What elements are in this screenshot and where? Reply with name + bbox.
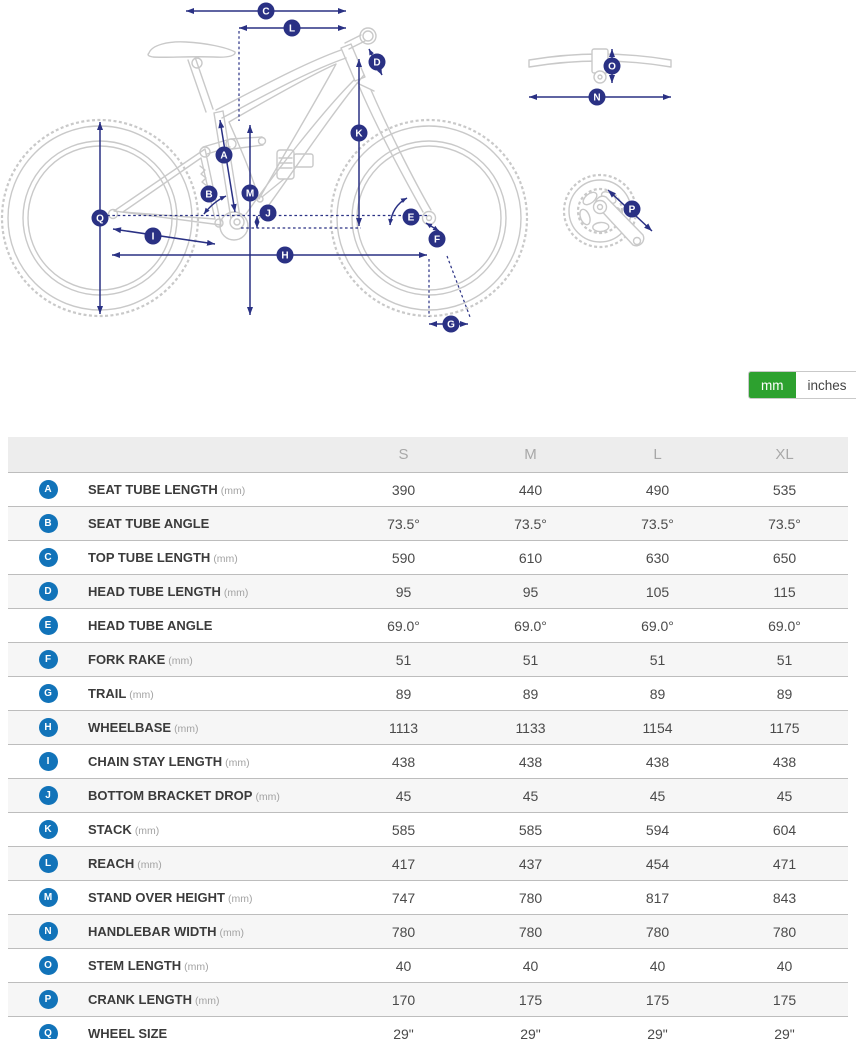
row-letter-badge: B bbox=[39, 514, 58, 533]
value-s: 45 bbox=[395, 787, 412, 804]
units-inches-button[interactable]: inches bbox=[796, 372, 856, 398]
marker-m bbox=[242, 185, 259, 202]
value-l: 69.0° bbox=[641, 617, 674, 634]
svg-text:I: I bbox=[151, 231, 155, 243]
value-m: 438 bbox=[518, 753, 543, 770]
value-m: 29" bbox=[520, 1025, 541, 1039]
svg-text:K: K bbox=[355, 128, 363, 140]
value-xl: 1175 bbox=[769, 719, 800, 736]
row-label: HEAD TUBE ANGLE bbox=[88, 617, 213, 633]
value-s: 29" bbox=[393, 1025, 414, 1039]
row-unit: (mm) bbox=[228, 892, 253, 905]
value-m: 585 bbox=[518, 821, 543, 838]
value-xl: 45 bbox=[776, 787, 793, 804]
marker-h bbox=[277, 247, 294, 264]
row-label: STEM LENGTH bbox=[88, 957, 182, 973]
value-l: 45 bbox=[649, 787, 666, 804]
value-l: 175 bbox=[645, 991, 670, 1008]
marker-l bbox=[284, 20, 301, 37]
row-label: TOP TUBE LENGTH bbox=[88, 549, 211, 565]
value-s: 747 bbox=[391, 889, 416, 906]
value-xl: 40 bbox=[776, 957, 793, 974]
value-l: 594 bbox=[645, 821, 670, 838]
value-xl: 535 bbox=[772, 481, 797, 498]
value-xl: 73.5° bbox=[768, 515, 801, 532]
value-l: 1154 bbox=[642, 719, 673, 736]
row-unit: (mm) bbox=[134, 824, 160, 837]
row-label: CHAIN STAY LENGTH bbox=[88, 753, 223, 769]
table-row bbox=[8, 506, 848, 540]
value-l: 89 bbox=[649, 685, 666, 702]
table-row bbox=[8, 778, 848, 812]
table-row bbox=[8, 744, 848, 778]
row-unit: (mm) bbox=[184, 960, 209, 973]
row-label: FORK RAKE bbox=[88, 651, 166, 667]
value-m: 610 bbox=[518, 549, 543, 566]
row-unit: (mm) bbox=[223, 586, 249, 599]
table-row bbox=[8, 642, 848, 676]
value-l: 29" bbox=[647, 1025, 668, 1039]
row-label: HANDLEBAR WIDTH bbox=[88, 923, 217, 939]
row-letter-badge: K bbox=[39, 820, 58, 839]
value-m: 51 bbox=[522, 651, 539, 668]
row-letter-badge: D bbox=[39, 582, 58, 601]
table-row bbox=[8, 846, 848, 880]
row-unit: (mm) bbox=[220, 484, 246, 497]
marker-o bbox=[604, 58, 621, 75]
row-unit: (mm) bbox=[129, 688, 154, 701]
value-xl: 471 bbox=[772, 855, 797, 872]
row-unit: (mm) bbox=[255, 790, 280, 803]
row-label: STAND OVER HEIGHT bbox=[88, 889, 225, 905]
row-letter-badge: M bbox=[39, 888, 58, 907]
row-unit: (mm) bbox=[174, 722, 199, 735]
table-row bbox=[8, 540, 848, 574]
row-label: WHEELBASE bbox=[88, 719, 172, 735]
table-row bbox=[8, 880, 848, 914]
value-s: 590 bbox=[391, 549, 416, 566]
value-xl: 780 bbox=[772, 923, 797, 940]
value-s: 417 bbox=[391, 855, 416, 872]
row-unit: (mm) bbox=[137, 858, 162, 871]
value-l: 438 bbox=[645, 753, 670, 770]
marker-q bbox=[92, 210, 109, 227]
value-l: 40 bbox=[649, 957, 666, 974]
svg-text:F: F bbox=[433, 234, 441, 246]
row-letter-badge: J bbox=[39, 786, 58, 805]
row-letter-badge: A bbox=[39, 480, 58, 499]
table-row bbox=[8, 1016, 848, 1039]
table-body bbox=[8, 472, 848, 1039]
svg-text:J: J bbox=[265, 208, 271, 220]
row-label: BOTTOM BRACKET DROP bbox=[88, 787, 253, 803]
value-s: 40 bbox=[395, 957, 412, 974]
svg-text:C: C bbox=[262, 6, 270, 18]
row-label: REACH bbox=[88, 855, 135, 871]
geometry-diagram bbox=[0, 0, 856, 360]
svg-text:M: M bbox=[245, 188, 255, 200]
svg-text:P: P bbox=[628, 204, 636, 216]
row-label: HEAD TUBE LENGTH bbox=[88, 583, 221, 599]
marker-a bbox=[216, 147, 233, 164]
handlebar-drawing bbox=[529, 49, 671, 83]
row-letter-badge: N bbox=[39, 922, 58, 941]
marker-c bbox=[258, 3, 275, 20]
marker-j bbox=[260, 205, 277, 222]
value-s: 69.0° bbox=[387, 617, 420, 634]
row-label: STACK bbox=[88, 821, 132, 837]
value-m: 95 bbox=[522, 583, 539, 600]
row-unit: (mm) bbox=[213, 552, 238, 565]
units-mm-button[interactable]: mm bbox=[749, 372, 796, 398]
table-row bbox=[8, 710, 848, 744]
table-row bbox=[8, 812, 848, 846]
value-xl: 29" bbox=[774, 1025, 795, 1039]
svg-text:G: G bbox=[447, 319, 455, 331]
value-s: 73.5° bbox=[387, 515, 420, 532]
value-s: 438 bbox=[391, 753, 416, 770]
marker-d bbox=[369, 54, 386, 71]
value-m: 1133 bbox=[515, 719, 546, 736]
geometry-table bbox=[8, 437, 848, 1039]
dimension-arrows bbox=[100, 11, 671, 324]
column-header-m: M bbox=[524, 446, 537, 463]
svg-text:D: D bbox=[373, 57, 381, 69]
value-xl: 115 bbox=[773, 583, 796, 600]
value-xl: 51 bbox=[776, 651, 793, 668]
row-label: SEAT TUBE ANGLE bbox=[88, 515, 210, 531]
table-row bbox=[8, 914, 848, 948]
value-s: 89 bbox=[395, 685, 412, 702]
value-m: 89 bbox=[522, 685, 539, 702]
row-label: CRANK LENGTH bbox=[88, 991, 192, 1007]
units-toggle bbox=[748, 371, 856, 399]
column-header-l: L bbox=[653, 446, 662, 463]
marker-p bbox=[624, 201, 641, 218]
marker-n bbox=[589, 89, 606, 106]
marker-i bbox=[145, 228, 162, 245]
value-s: 51 bbox=[395, 651, 412, 668]
table-row bbox=[8, 676, 848, 710]
row-letter-badge: G bbox=[39, 684, 58, 703]
value-l: 490 bbox=[645, 481, 670, 498]
value-l: 105 bbox=[645, 583, 670, 600]
svg-text:O: O bbox=[608, 61, 616, 73]
value-m: 440 bbox=[518, 481, 543, 498]
row-letter-badge: P bbox=[39, 990, 58, 1009]
value-l: 630 bbox=[645, 549, 670, 566]
value-m: 780 bbox=[518, 889, 543, 906]
value-xl: 604 bbox=[772, 821, 797, 838]
value-m: 69.0° bbox=[514, 617, 547, 634]
value-xl: 69.0° bbox=[768, 617, 801, 634]
row-letter-badge: F bbox=[39, 650, 58, 669]
row-unit: (mm) bbox=[168, 654, 193, 667]
row-letter-badge: H bbox=[39, 718, 58, 737]
row-letter-badge: O bbox=[39, 956, 58, 975]
marker-e bbox=[403, 209, 420, 226]
value-s: 1113 bbox=[388, 719, 419, 736]
value-m: 73.5° bbox=[514, 515, 547, 532]
value-l: 817 bbox=[645, 889, 670, 906]
svg-text:E: E bbox=[407, 212, 415, 224]
value-s: 95 bbox=[395, 583, 412, 600]
row-letter-badge: L bbox=[39, 854, 58, 873]
value-xl: 175 bbox=[772, 991, 797, 1008]
row-label: WHEEL SIZE bbox=[88, 1025, 168, 1039]
value-l: 780 bbox=[645, 923, 670, 940]
value-xl: 843 bbox=[772, 889, 797, 906]
table-row bbox=[8, 982, 848, 1016]
svg-text:N: N bbox=[593, 92, 601, 104]
marker-f bbox=[429, 231, 446, 248]
value-m: 45 bbox=[522, 787, 539, 804]
svg-text:Q: Q bbox=[96, 213, 104, 225]
svg-text:A: A bbox=[220, 150, 228, 162]
table-row bbox=[8, 948, 848, 982]
svg-text:B: B bbox=[205, 189, 213, 201]
value-s: 585 bbox=[391, 821, 416, 838]
value-m: 437 bbox=[518, 855, 543, 872]
value-l: 454 bbox=[645, 855, 670, 872]
row-letter-badge: E bbox=[39, 616, 58, 635]
value-xl: 89 bbox=[776, 685, 793, 702]
value-l: 73.5° bbox=[641, 515, 674, 532]
value-xl: 650 bbox=[772, 549, 797, 566]
row-unit: (mm) bbox=[225, 756, 250, 769]
row-label: TRAIL bbox=[88, 685, 127, 701]
row-unit: (mm) bbox=[219, 926, 245, 939]
value-m: 175 bbox=[518, 991, 543, 1008]
row-unit: (mm) bbox=[195, 994, 220, 1007]
marker-g bbox=[443, 316, 460, 333]
value-s: 780 bbox=[391, 923, 416, 940]
table-row bbox=[8, 574, 848, 608]
bike-diagram-svg bbox=[0, 0, 856, 360]
row-letter-badge: Q bbox=[39, 1024, 58, 1039]
row-letter-badge: C bbox=[39, 548, 58, 567]
column-header-xl: XL bbox=[775, 446, 794, 463]
value-m: 40 bbox=[522, 957, 539, 974]
table-row bbox=[8, 608, 848, 642]
value-xl: 438 bbox=[772, 753, 797, 770]
column-header-s: S bbox=[398, 446, 409, 463]
value-l: 51 bbox=[649, 651, 666, 668]
value-s: 170 bbox=[391, 991, 416, 1008]
svg-text:H: H bbox=[281, 250, 289, 262]
value-s: 390 bbox=[391, 481, 416, 498]
marker-k bbox=[351, 125, 368, 142]
table-header-row bbox=[8, 437, 848, 472]
row-label: SEAT TUBE LENGTH bbox=[88, 481, 218, 497]
table-row bbox=[8, 472, 848, 506]
marker-b bbox=[201, 186, 218, 203]
svg-text:L: L bbox=[288, 23, 296, 35]
row-letter-badge: I bbox=[39, 752, 58, 771]
value-m: 780 bbox=[518, 923, 543, 940]
